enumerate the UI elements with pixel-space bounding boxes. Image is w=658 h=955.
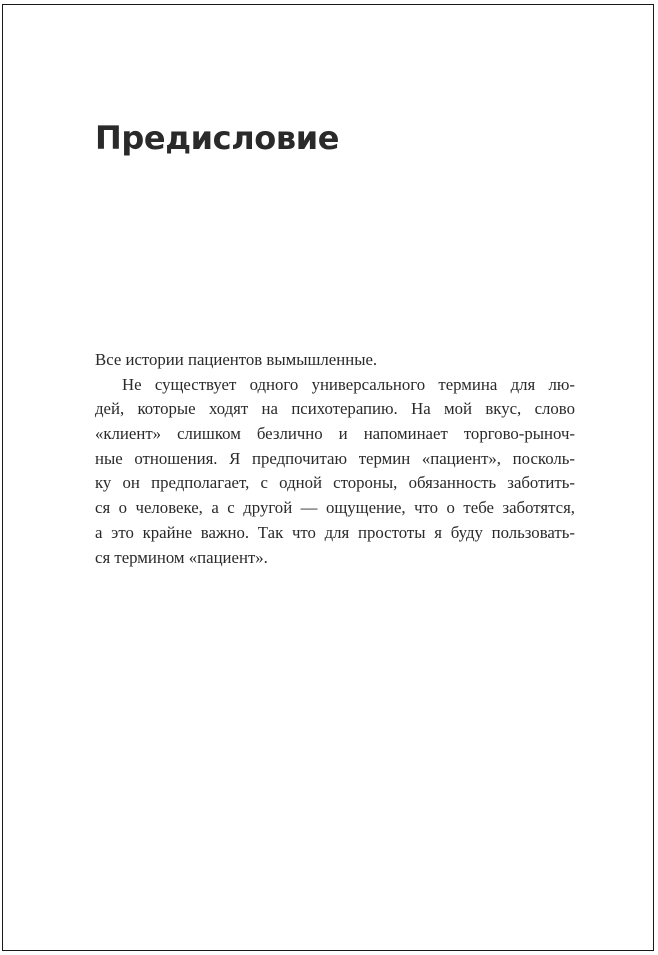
body-text [95,348,575,570]
text-line: ся о человеке, а с другой — ощущение, что о тебе заботятся, [95,498,575,518]
page-title: Предисловие [95,119,340,157]
text-line: ся термином «пациент». [95,547,268,567]
text-line: ные отношения. Я предпочитаю термин «пациент», посколь- [95,448,575,468]
book-page [2,4,654,951]
text-line: Не существует одного универсального термина для лю- [122,374,575,394]
text-line: Все истории пациентов вымышленные. [95,350,378,369]
text-line: дей, которые ходят на психотерапию. На мой вкус, слово [95,399,575,419]
text-line: а это крайне важно. Так что для простоты я буду пользовать- [95,522,575,542]
text-line: ку он предполагает, с одной стороны, обязанность заботить- [95,473,575,493]
text-line: «клиент» слишком безлично и напоминает торгово-рыноч- [95,424,575,444]
